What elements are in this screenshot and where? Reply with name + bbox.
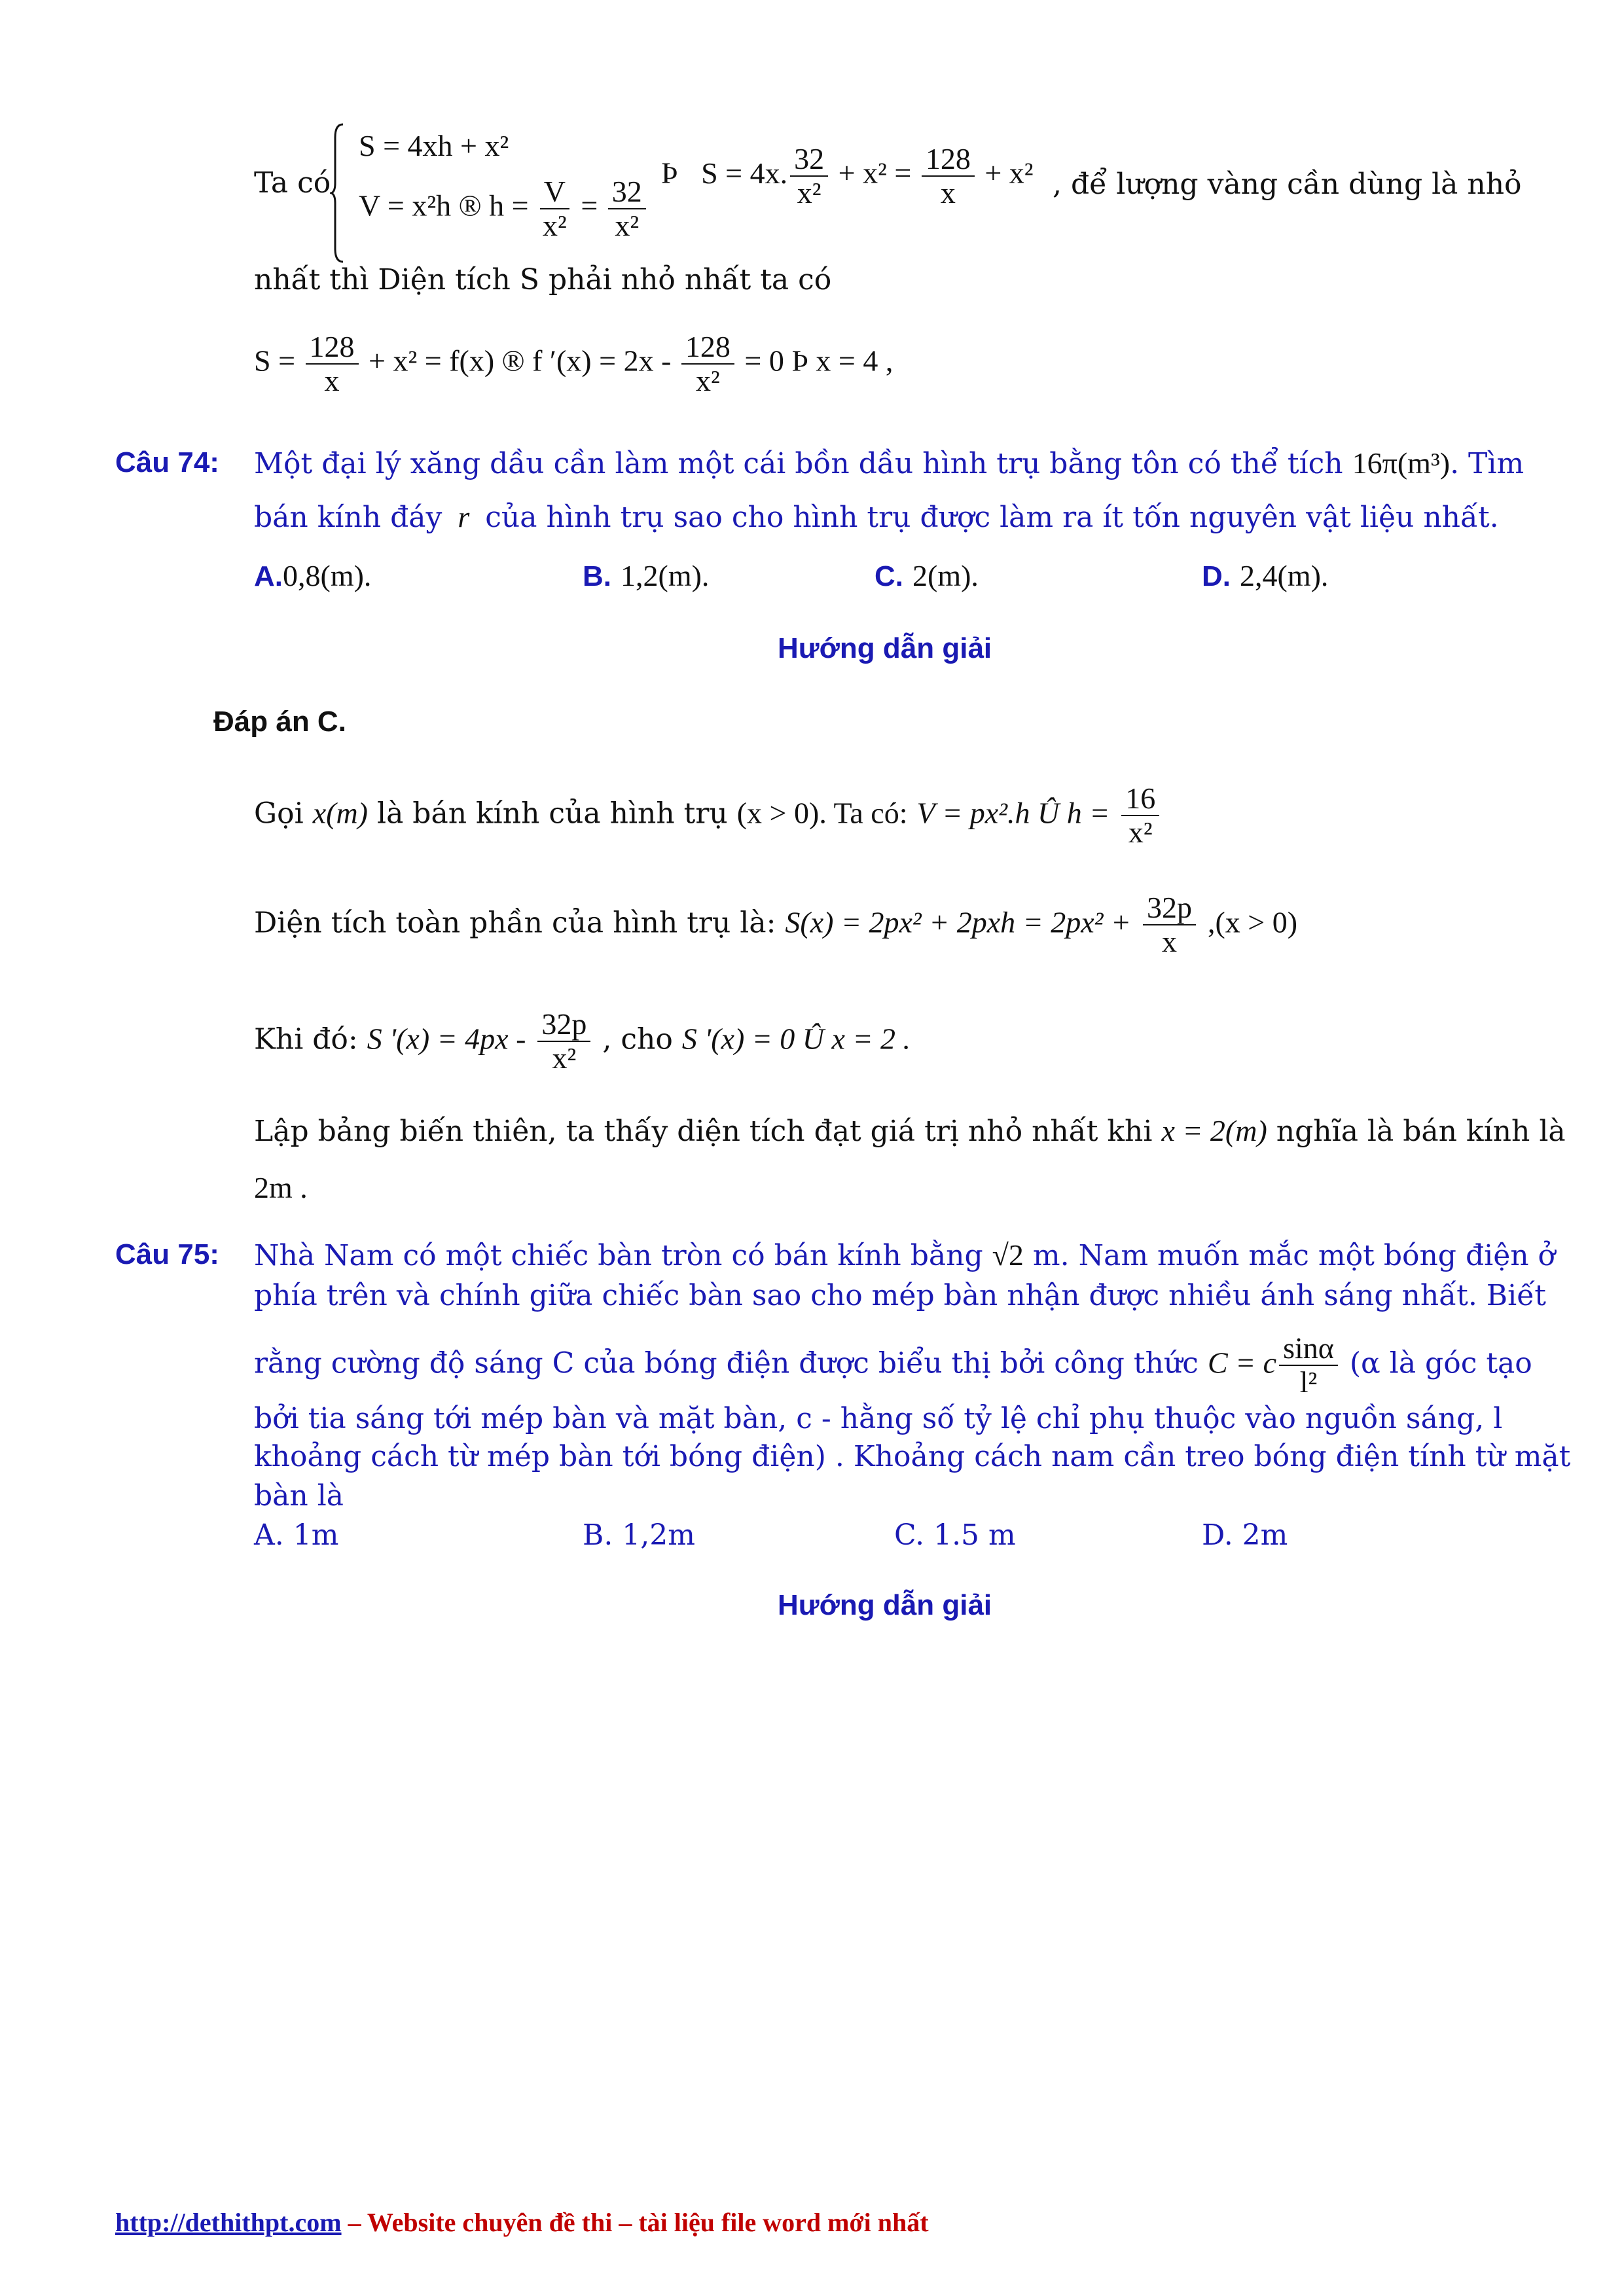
s-expression xyxy=(661,143,1034,209)
frac-den: x xyxy=(940,176,956,209)
sol-math: x = 2(m) xyxy=(1161,1114,1267,1147)
frac-num: 32p xyxy=(1143,891,1196,925)
fraction-v-over-x2 xyxy=(539,175,571,242)
eq-mid: + x² = f(x) ® f ′(x) = 2x - xyxy=(369,344,672,378)
frac-num: sinα xyxy=(1279,1332,1338,1366)
system-line-2-lhs: V = x²h ® h = xyxy=(359,188,529,223)
intro-line-2: nhất thì Diện tích S phải nhỏ nhất ta có xyxy=(254,263,832,296)
sol-math: S '(x) = 0 Û x = 2 . xyxy=(681,1022,911,1056)
q74-text: Một đại lý xăng dầu cần làm một cái bồn dầu hình trụ bằng tôn có thể tích xyxy=(254,447,1343,480)
solution-line-2 xyxy=(254,891,1297,958)
sol-math: x(m) xyxy=(312,796,368,830)
fraction-128-x xyxy=(306,331,359,397)
choice-d[interactable] xyxy=(1202,558,1328,595)
q74-volume: 16π(m³) xyxy=(1352,446,1451,480)
question-74-label: Câu 74: xyxy=(115,446,219,478)
choice-label: B. xyxy=(583,560,611,592)
eq-end: = 0 Þ x = 4 , xyxy=(744,344,893,378)
q74-text-2b: của hình trụ sao cho hình trụ được làm ra ít tốn nguyên vật liệu nhất. xyxy=(485,501,1499,534)
s-expr-end: + x² xyxy=(984,156,1034,190)
sol-text: nghĩa là bán kính là xyxy=(1276,1115,1566,1148)
sol-math: S '(x) = 4px - xyxy=(367,1022,526,1056)
fraction-16-x2 xyxy=(1121,782,1159,849)
frac-num: 16 xyxy=(1121,782,1159,816)
question-75-line-4: bởi tia sáng tới mép bàn và mặt bàn, c - hằng số tỷ lệ chỉ phụ thuộc vào nguồn sáng, l xyxy=(254,1402,1503,1435)
sol-text: Diện tích toàn phần của hình trụ là: xyxy=(254,906,776,940)
q74-answer: Đáp án C. xyxy=(213,706,346,738)
q75-choice-c[interactable]: C. 1.5 m xyxy=(894,1518,1016,1552)
choice-label: D. xyxy=(1202,560,1231,592)
footer xyxy=(115,2207,929,2238)
choice-value: 2,4(m). xyxy=(1240,559,1329,592)
intro-tail: , để lượng vàng cần dùng là nhỏ xyxy=(1053,168,1522,201)
q75-choice-b[interactable]: B. 1,2m xyxy=(583,1518,696,1552)
frac-den: x² xyxy=(695,364,720,397)
system-line-2: V = x²h ® h = $\frac{V}{\text{x²}}$ = $\frac{32}{\text{x²}}$ xyxy=(359,175,649,242)
frac-num: 128 xyxy=(922,143,975,177)
fraction-32p-x2 xyxy=(537,1008,590,1075)
question-74-line-1 xyxy=(254,445,1524,482)
sol-text: Gọi xyxy=(254,797,304,831)
frac-num: 32 xyxy=(608,175,646,209)
question-75-line-3 xyxy=(254,1332,1532,1399)
implies-symbol: Þ xyxy=(661,156,678,190)
sol-text: , cho xyxy=(602,1022,673,1056)
q74-text-2a: bán kính đáy xyxy=(254,501,442,534)
sol-text: Lập bảng biến thiên, ta thấy diện tích đạt giá trị nhỏ nhất khi xyxy=(254,1115,1153,1148)
q75-text: rằng cường độ sáng C của bóng điện được biểu thị bởi công thức xyxy=(254,1346,1199,1380)
sol-math: S(x) = 2px² + 2pxh = 2px² + xyxy=(785,905,1131,939)
frac-den: x² xyxy=(615,209,640,242)
question-75-line-6: bàn là xyxy=(254,1479,344,1513)
choice-label: C. xyxy=(875,560,903,592)
fraction-32p-x xyxy=(1143,891,1196,958)
frac-den: x² xyxy=(552,1041,577,1075)
frac-num: 32 xyxy=(790,143,828,177)
intro-ta-co: Ta có xyxy=(254,166,331,200)
sol-math: ,(x > 0) xyxy=(1207,905,1298,939)
frac-num: V xyxy=(540,175,569,209)
q74-text-end: . Tìm xyxy=(1450,447,1525,480)
q75-choice-a[interactable]: A. 1m xyxy=(254,1518,339,1552)
q75-guide-heading: Hướng dẫn giải xyxy=(778,1589,992,1621)
footer-link[interactable]: http://dethithpt.com xyxy=(115,2208,342,2237)
q75-text: m. Nam muốn mắc một bóng điện ở xyxy=(1032,1239,1556,1272)
q75-text: (α là góc tạo xyxy=(1349,1346,1532,1380)
question-74-line-2 xyxy=(254,499,1499,536)
q74-var-r: r xyxy=(458,500,470,533)
solution-line-4 xyxy=(254,1113,1566,1150)
frac-den: l² xyxy=(1299,1365,1318,1399)
sol-text: Khi đó: xyxy=(254,1022,358,1056)
solution-line-5: 2m . xyxy=(254,1171,308,1204)
q75-text: Nhà Nam có một chiếc bàn tròn có bán kính bằng xyxy=(254,1239,983,1272)
frac-den: x xyxy=(1161,925,1177,958)
q75-sqrt: √2 xyxy=(992,1238,1024,1272)
choice-label: A. xyxy=(254,560,283,592)
q75-choice-d[interactable]: D. 2m xyxy=(1202,1518,1288,1552)
fraction-128-x xyxy=(922,143,975,209)
s-expr-start: S = 4x. xyxy=(701,156,788,190)
frac-den: x² xyxy=(797,176,821,209)
frac-num: 128 xyxy=(306,331,359,365)
frac-num: 128 xyxy=(681,331,734,365)
frac-den: x xyxy=(324,364,340,397)
frac-den: x² xyxy=(543,209,567,242)
solution-line-3 xyxy=(254,1008,911,1075)
fraction-32-over-x2 xyxy=(608,175,646,242)
s-expr-mid: + x² = xyxy=(838,156,912,190)
choice-c[interactable] xyxy=(875,558,979,595)
sol-text: là bán kính của hình trụ xyxy=(377,797,728,831)
system-brace xyxy=(330,121,350,265)
question-75-line-1 xyxy=(254,1237,1555,1274)
fraction-32-x2 xyxy=(790,143,828,209)
question-75-line-2: phía trên và chính giữa chiếc bàn sao cho mép bàn nhận được nhiều ánh sáng nhất. Biết xyxy=(254,1279,1546,1312)
choice-value: 1,2(m). xyxy=(621,559,710,592)
eq-s: S = xyxy=(254,344,296,378)
question-75-label: Câu 75: xyxy=(115,1238,219,1270)
frac-num: 32p xyxy=(537,1008,590,1042)
solution-line-1 xyxy=(254,782,1162,849)
sol-math: V = px².h Û h = xyxy=(916,796,1110,830)
choice-value: 0,8(m). xyxy=(283,559,372,592)
question-75-line-5: khoảng cách từ mép bàn tới bóng điện) . Khoảng cách nam cần treo bóng điện tính từ mặt xyxy=(254,1440,1571,1473)
derivative-equation xyxy=(254,331,893,397)
q75-formula-lhs: C = c xyxy=(1207,1346,1277,1380)
fraction-sin-l2 xyxy=(1279,1332,1338,1399)
frac-den: x² xyxy=(1128,816,1153,849)
fraction-128-x2 xyxy=(681,331,734,397)
q74-guide-heading: Hướng dẫn giải xyxy=(778,632,992,664)
choice-a[interactable] xyxy=(254,558,371,595)
choice-value: 2(m). xyxy=(912,559,979,592)
sol-math: (x > 0). Ta có: xyxy=(736,796,908,830)
footer-text: – Website chuyên đề thi – tài liệu file word mới nhất xyxy=(341,2208,929,2237)
choice-b[interactable] xyxy=(583,558,709,595)
system-line-1: S = 4xh + x² xyxy=(359,129,509,162)
